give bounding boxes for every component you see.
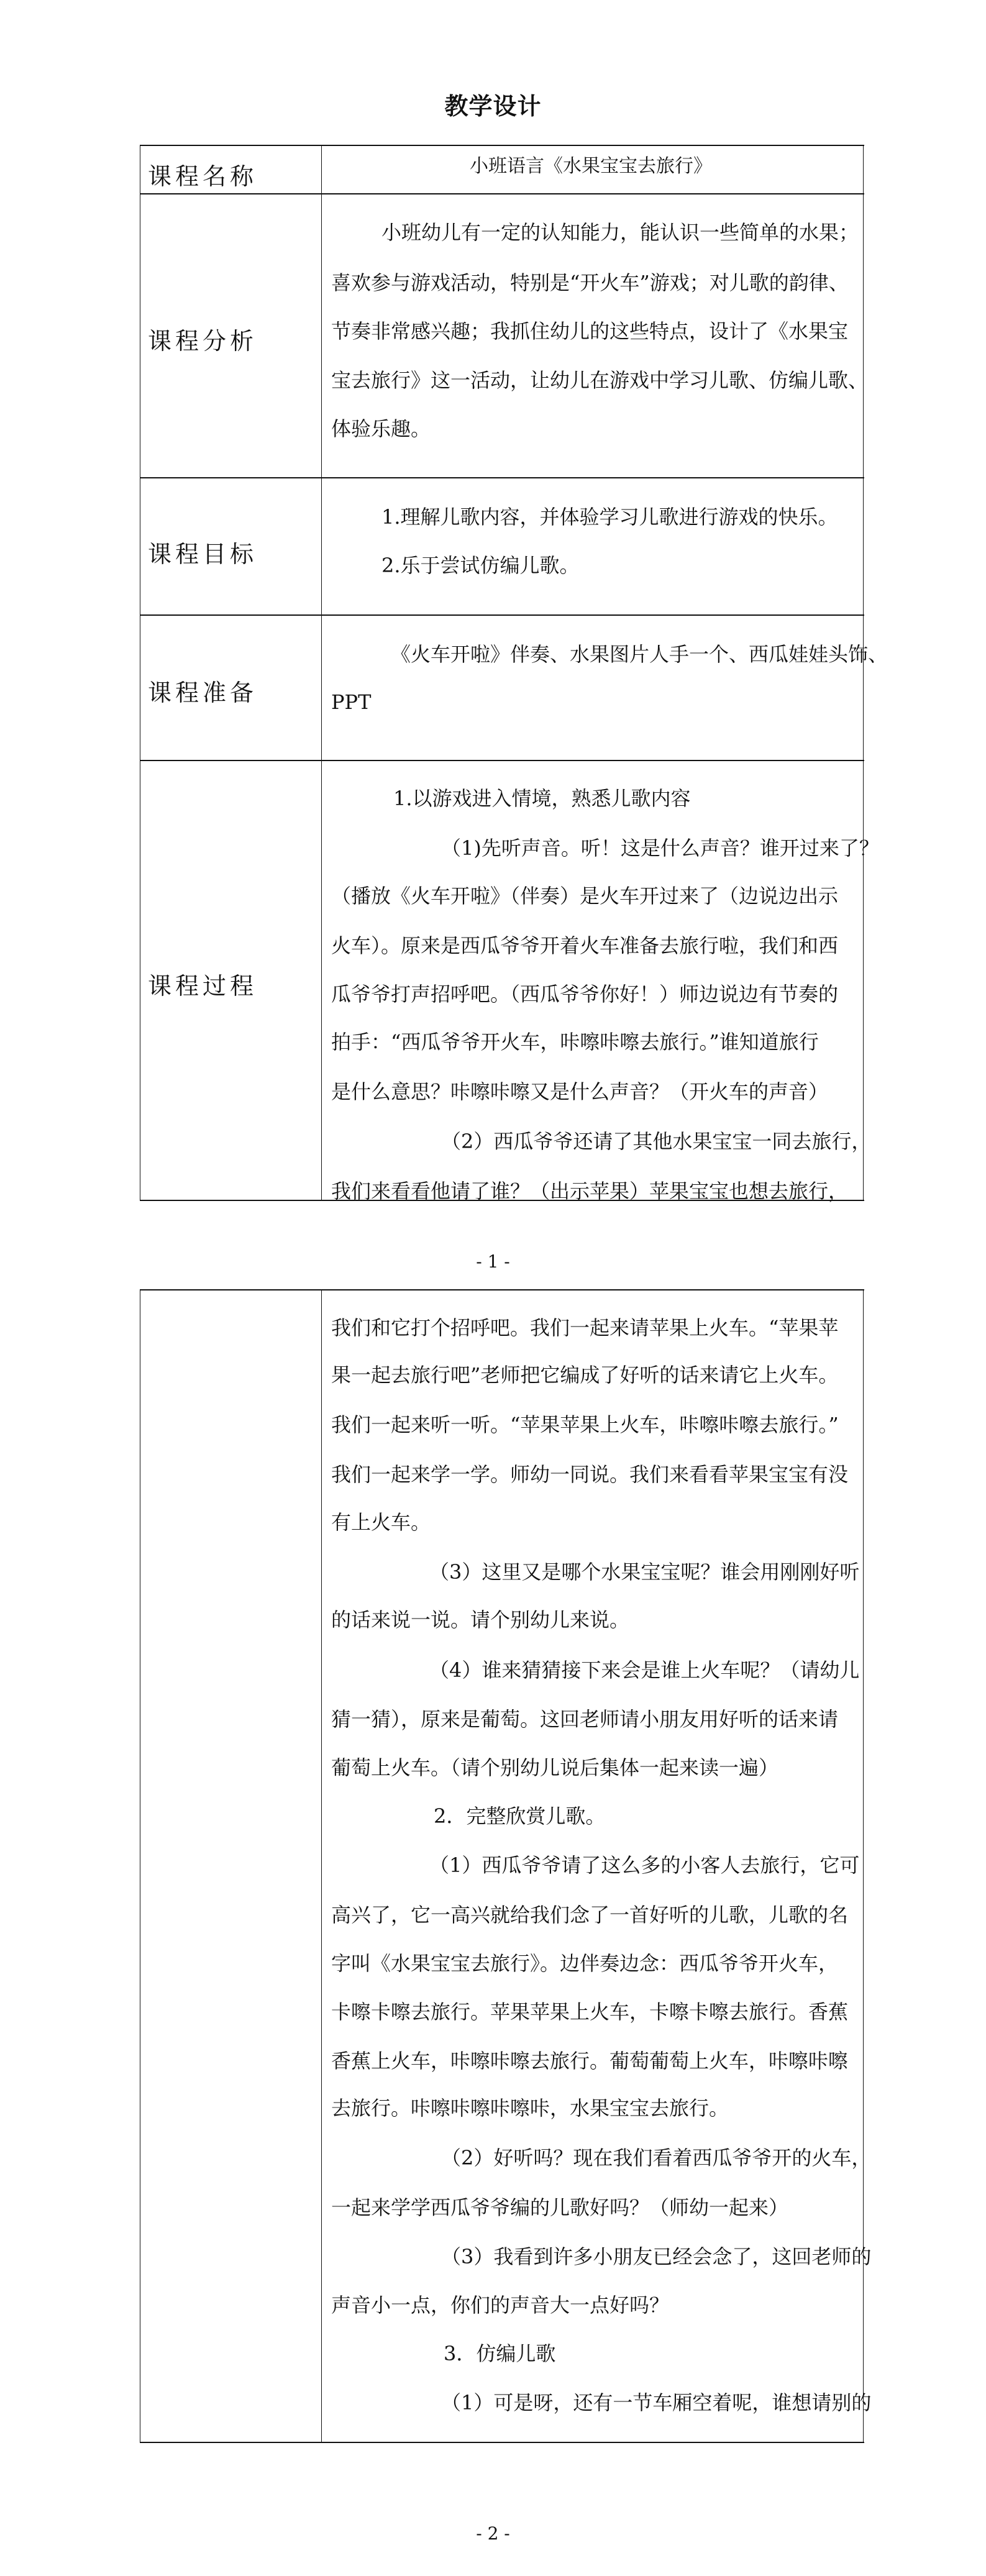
- goal-item: 1.理解儿歌内容，并体验学习儿歌进行游戏的快乐。: [381, 505, 838, 529]
- table-border: [140, 1289, 864, 1290]
- process-step-heading: 2．完整欣赏儿歌。: [434, 1804, 606, 1828]
- process-line: 是什么意思？咔嚓咔嚓又是什么声音？（开火车的声音）: [331, 1080, 829, 1103]
- process-line: （1）可是呀，还有一节车厢空着呢，谁想请别的: [441, 2391, 872, 2414]
- process-line: 果一起去旅行吧”老师把它编成了好听的话来请它上火车。: [331, 1363, 839, 1387]
- page-number: - 2 -: [476, 2523, 510, 2544]
- process-line: 我们来看看他请了谁？（出示苹果）苹果宝宝也想去旅行，: [331, 1179, 849, 1203]
- process-line: 葡萄上火车。（请个别幼儿说后集体一起来读一遍）: [331, 1756, 779, 1779]
- process-line: 字叫《水果宝宝去旅行》。边伴奏边念：西瓜爷爷开火车，: [331, 1952, 839, 1975]
- row-label-course-goals: 课程目标: [148, 541, 258, 568]
- process-line: （2）好听吗？现在我们看着西瓜爷爷开的火车，: [441, 2146, 872, 2170]
- process-line: （3）这里又是哪个水果宝宝呢？谁会用刚刚好听: [429, 1560, 860, 1584]
- process-line: 一起来学学西瓜爷爷编的儿歌好吗？（师幼一起来）: [331, 2196, 789, 2219]
- process-line: 我们一起来听一听。“苹果苹果上火车，咔嚓咔嚓去旅行。”: [331, 1413, 839, 1436]
- process-line: 去旅行。咔嚓咔嚓咔嚓咔，水果宝宝去旅行。: [331, 2096, 729, 2120]
- process-step-heading: 3．仿编儿歌: [444, 2342, 556, 2365]
- table-border: [863, 1289, 864, 2443]
- process-line: （1)先听声音。听！这是什么声音？谁开过来了？: [441, 836, 879, 860]
- process-line: 拍手：“西瓜爷爷开火车，咔嚓咔嚓去旅行。”谁知道旅行: [331, 1030, 819, 1054]
- analysis-line: 节奏非常感兴趣；我抓住幼儿的这些特点，设计了《水果宝: [331, 319, 849, 343]
- process-line: 香蕉上火车，咔嚓咔嚓去旅行。葡萄葡萄上火车，咔嚓咔嚓: [331, 2049, 849, 2073]
- process-line: （2）西瓜爷爷还请了其他水果宝宝一同去旅行，: [441, 1130, 872, 1153]
- analysis-line: 小班幼儿有一定的认知能力，能认识一些简单的水果；: [381, 221, 859, 244]
- preparation-line: PPT: [331, 690, 372, 714]
- preparation-line: 《火车开啦》伴奏、水果图片人手一个、西瓜娃娃头饰、: [391, 642, 888, 666]
- analysis-line: 体验乐趣。: [331, 417, 431, 441]
- row-label-course-process: 课程过程: [148, 972, 258, 1000]
- table-border: [140, 2442, 864, 2443]
- row-label-course-preparation: 课程准备: [148, 679, 258, 706]
- page-number: - 1 -: [476, 1251, 510, 1272]
- goal-item: 2.乐于尝试仿编儿歌。: [381, 554, 580, 577]
- table-border: [863, 145, 864, 1201]
- table-border: [321, 1289, 322, 2443]
- process-line: 的话来说一说。请个别幼儿来说。: [331, 1608, 630, 1632]
- process-line: 猜一猜），原来是葡萄。这回老师请小朋友用好听的话来请: [331, 1707, 839, 1731]
- process-line: 我们和它打个招呼吧。我们一起来请苹果上火车。“苹果苹: [331, 1316, 839, 1340]
- process-line: 瓜爷爷打声招呼吧。（西瓜爷爷你好！）师边说边有节奏的: [331, 982, 839, 1006]
- process-line: 声音小一点，你们的声音大一点好吗？: [331, 2293, 670, 2317]
- row-label-course-analysis: 课程分析: [148, 327, 258, 355]
- process-line: （4）谁来猜猜接下来会是谁上火车呢？（请幼儿: [429, 1658, 860, 1682]
- process-line: 我们一起来学一学。师幼一同说。我们来看看苹果宝宝有没: [331, 1463, 849, 1486]
- process-step-heading: 1.以游戏进入情境，熟悉儿歌内容: [393, 787, 691, 810]
- process-line: （3）我看到许多小朋友已经会念了，这回老师的: [441, 2245, 872, 2268]
- process-line: 高兴了，它一高兴就给我们念了一首好听的儿歌，儿歌的名: [331, 1903, 849, 1927]
- process-line: 火车）。原来是西瓜爷爷开着火车准备去旅行啦，我们和西: [331, 934, 839, 957]
- analysis-line: 宝去旅行》这一活动，让幼儿在游戏中学习儿歌、仿编儿歌、: [331, 368, 869, 392]
- process-line: （播放《火车开啦》（伴奏）是火车开过来了（边说边出示: [331, 884, 839, 908]
- process-line: （1）西瓜爷爷请了这么多的小客人去旅行，它可: [429, 1853, 860, 1877]
- table-border: [140, 760, 864, 761]
- table-border: [140, 614, 864, 616]
- analysis-line: 喜欢参与游戏活动，特别是“开火车”游戏；对儿歌的韵律、: [331, 271, 849, 295]
- document-title: 教学设计: [444, 93, 542, 120]
- table-border: [140, 193, 864, 194]
- course-name-value: 小班语言《水果宝宝去旅行》: [470, 155, 712, 177]
- process-line: 有上火车。: [331, 1510, 431, 1534]
- table-border: [321, 145, 322, 1201]
- row-label-course-name: 课程名称: [148, 163, 258, 190]
- table-border: [140, 145, 864, 146]
- table-border: [140, 477, 864, 478]
- process-line: 卡嚓卡嚓去旅行。苹果苹果上火车，卡嚓卡嚓去旅行。香蕉: [331, 2000, 849, 2024]
